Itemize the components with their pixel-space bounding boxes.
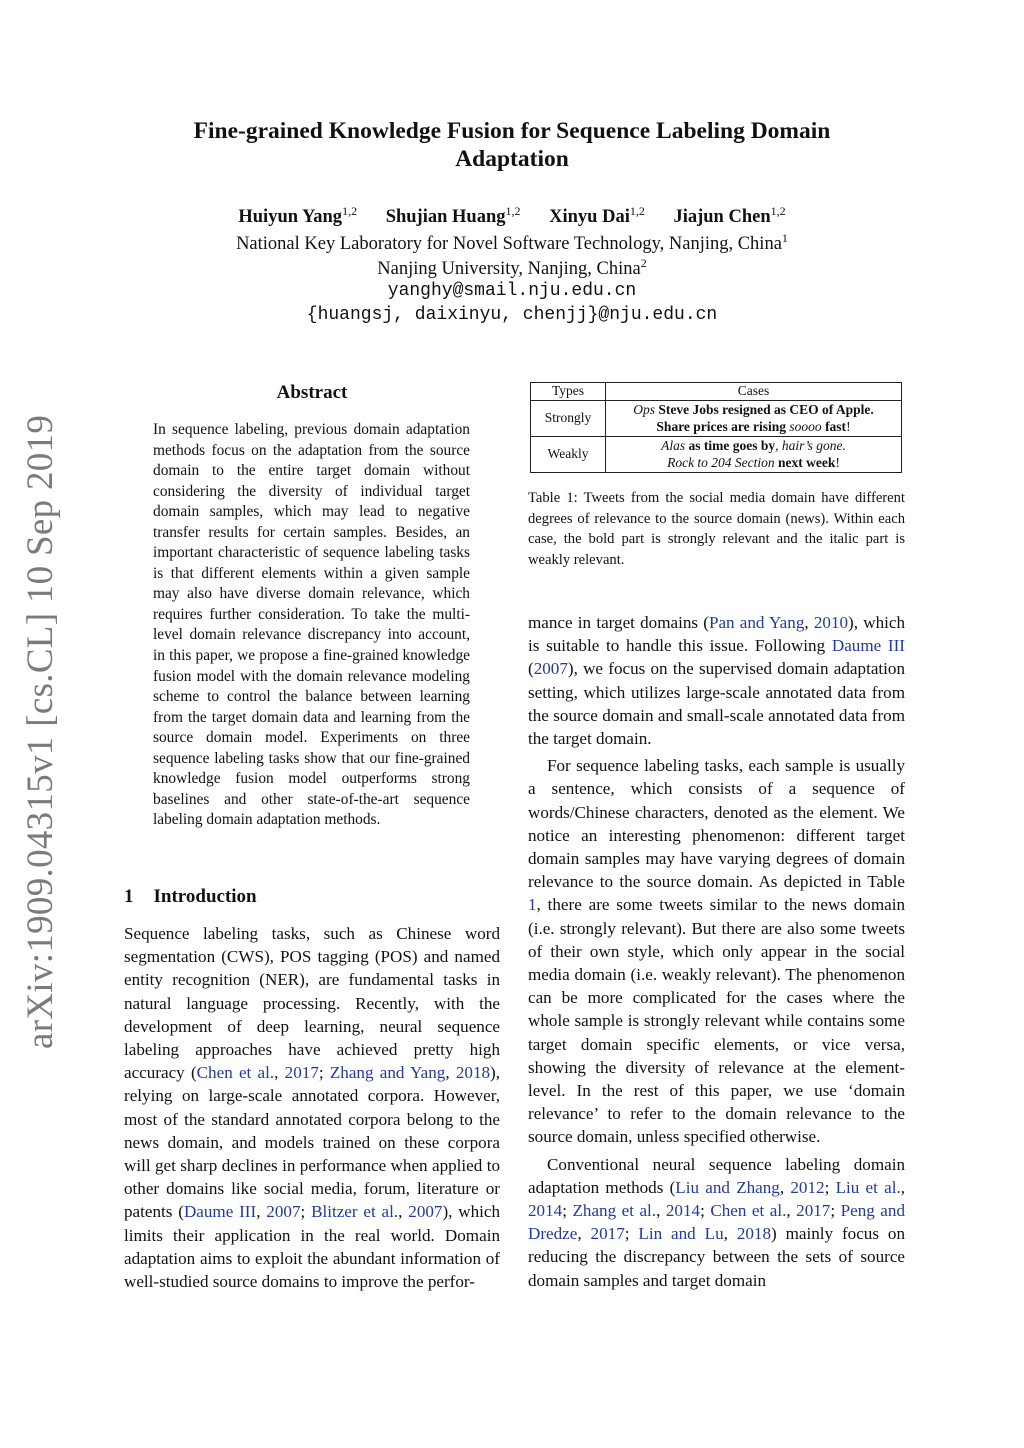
citation-link[interactable]: 2007 bbox=[408, 1202, 443, 1222]
author-1 bbox=[238, 204, 358, 228]
intro-paragraph-continued bbox=[528, 611, 905, 750]
section-title: Introduction bbox=[153, 886, 257, 907]
text: ), which is suitable to handle this issue. Following bbox=[528, 613, 905, 656]
text: , bbox=[900, 1177, 905, 1197]
citation-link[interactable]: Zhang et al. bbox=[572, 1201, 657, 1221]
arxiv-stamp: arXiv:1909.04315v1 [cs.CL] 10 Sep 2019 bbox=[20, 414, 61, 1049]
abstract-body: In sequence labeling, previous domain adaptation methods focus on the adaptation from the source domain to the entire target domain without considering the diversity of individual target domain samples, which may lead to negative transfer results for certain samples. Besides, an important characteristic of sequence labeling tasks is that different elements within a given sample may also have diverse domain relevance, which requires further consideration. To take the multi-level domain relevance discrepancy into account, in this paper, we propose a fine-grained knowledge fusion model with the domain relevance modeling scheme to control the balance between learning from the target domain data and learning from the source domain model. Experiments on three sequence labeling tasks show that our fine-grained knowledge fusion model outperforms strong baselines and other state-of-the-art sequence labeling domain adaptation methods. bbox=[153, 421, 470, 829]
author-sup: 1,2 bbox=[505, 204, 521, 218]
text: , there are some tweets similar to the news domain (i.e. strongly relevant). But there are also some tweets of their own style, which only appear in the social media domain (i.e. weakly relevant). The phenomenon can be more complicated for the cases where the whole sample is strongly relevant while contains some target domain specific elements, or vice versa, showing the diversity of relevance at the element-level. In the rest of this paper, we use ‘domain relevance’ to refer to the domain relevance to the source domain, unless specified otherwise. bbox=[528, 895, 905, 1147]
affiliation-1 bbox=[120, 231, 904, 255]
text: , bbox=[786, 1201, 797, 1221]
text: , bbox=[723, 1224, 737, 1244]
italic-text: Rock to 204 Section bbox=[667, 454, 775, 470]
citation-link[interactable]: 2014 bbox=[665, 1201, 701, 1221]
author-2 bbox=[385, 204, 521, 228]
author-sup: 1,2 bbox=[629, 204, 645, 218]
section-number: 1 bbox=[124, 886, 134, 907]
table-header-row bbox=[531, 383, 902, 401]
text: , bbox=[445, 1063, 456, 1083]
affiliation-2 bbox=[120, 256, 904, 280]
citation-link[interactable]: 2014 bbox=[528, 1201, 563, 1221]
author-name: Huiyun Yang bbox=[238, 207, 343, 228]
citation-link[interactable]: 2017 bbox=[284, 1063, 319, 1083]
citation-link[interactable]: Lin and Lu bbox=[638, 1224, 724, 1244]
citation-link[interactable]: 2007 bbox=[533, 659, 568, 679]
table-row-weakly bbox=[531, 437, 902, 473]
case-line bbox=[610, 438, 897, 455]
bold-text: Steve Jobs resigned as CEO of Apple. bbox=[654, 402, 874, 417]
citation-link[interactable]: Chen et al. bbox=[710, 1201, 787, 1221]
paper-title bbox=[130, 117, 894, 173]
author-4 bbox=[673, 204, 786, 228]
email-2: {huangsj, daixinyu, chenjj}@nju.edu.cn bbox=[306, 305, 718, 325]
table-row-strongly bbox=[531, 401, 902, 437]
bold-text: fast bbox=[821, 418, 847, 434]
citation-link[interactable]: Liu et al. bbox=[835, 1177, 901, 1197]
text: ), we focus on the supervised domain adaptation setting, which utilizes large-scale annotated data from the source domain and small-scale annotated data from the target domain. bbox=[528, 659, 905, 749]
title-line-1: Fine-grained Knowledge Fusion for Sequence Labeling Domain bbox=[193, 118, 831, 144]
table-cell-type: Strongly bbox=[531, 401, 606, 437]
text: ), which limits their application in the real world. Domain adaptation aims to exploit the abundant information of well-studied source domains to improve the perfor- bbox=[124, 1202, 501, 1292]
italic-text: soooo bbox=[789, 418, 822, 434]
bold-text: next week bbox=[774, 454, 836, 470]
citation-link[interactable]: Zhang and Yang bbox=[329, 1063, 446, 1083]
intro-paragraph-3 bbox=[528, 1153, 905, 1292]
text: Conventional neural sequence labeling domain adaptation methods ( bbox=[528, 1154, 905, 1197]
text: Sequence labeling tasks, such as Chinese word segmentation (CWS), POS tagging (POS) and named entity recognition (NER), are fundamental tasks in natural language processing. Recently, with the development of deep learning, neural sequence labeling approaches have achieved pretty high accuracy ( bbox=[124, 924, 500, 1083]
italic-text: , hair’s gone. bbox=[775, 438, 846, 453]
intro-left-column bbox=[124, 922, 500, 1293]
citation-link[interactable]: 2012 bbox=[790, 1177, 825, 1197]
citation-link[interactable]: Peng and Dredze bbox=[528, 1201, 905, 1244]
citation-link[interactable]: Daume III bbox=[831, 636, 905, 656]
title-line-2: Adaptation bbox=[455, 146, 569, 172]
citation-link[interactable]: Liu and Zhang bbox=[675, 1177, 780, 1197]
text: ; bbox=[318, 1063, 330, 1083]
intro-right-column bbox=[528, 611, 905, 1292]
table-cell-cases bbox=[606, 437, 902, 473]
author-sup: 1,2 bbox=[342, 204, 358, 218]
author-name: Shujian Huang bbox=[385, 207, 506, 228]
case-line bbox=[610, 455, 897, 472]
text: ; bbox=[700, 1201, 711, 1221]
case-line bbox=[610, 402, 897, 419]
text: ; bbox=[562, 1201, 573, 1221]
text: ), relying on large-scale annotated corpora. However, most of the standard annotated corpora belong to the news domain, and models trained on these corpora will get sharp declines in performance when applied to other domains like social media, forum, literature or patents ( bbox=[124, 1063, 501, 1222]
author-sup: 1,2 bbox=[770, 204, 786, 218]
table-header-cases: Cases bbox=[606, 383, 902, 401]
italic-text: Ops bbox=[633, 402, 655, 417]
affiliation-sup: 2 bbox=[640, 256, 647, 270]
affiliation-sup: 1 bbox=[781, 231, 788, 245]
author-name: Xinyu Dai bbox=[549, 207, 630, 228]
case-line bbox=[610, 419, 897, 436]
text: , bbox=[779, 1177, 791, 1197]
email-1: yanghy@smail.nju.edu.cn bbox=[387, 281, 637, 301]
affiliation-text: National Key Laboratory for Novel Software Technology, Nanjing, China bbox=[236, 234, 782, 255]
text: ; bbox=[300, 1202, 312, 1222]
text: , bbox=[656, 1201, 666, 1221]
italic-text: Alas bbox=[661, 438, 686, 453]
citation-link[interactable]: 2017 bbox=[796, 1201, 831, 1221]
affiliation-text: Nanjing University, Nanjing, China bbox=[377, 259, 641, 280]
citation-link[interactable]: 2007 bbox=[266, 1202, 301, 1222]
text: ; bbox=[824, 1177, 836, 1197]
abstract-heading: Abstract bbox=[276, 382, 348, 403]
author-name: Jiajun Chen bbox=[673, 207, 771, 228]
table-cell-type: Weakly bbox=[531, 437, 606, 473]
text: , bbox=[274, 1063, 285, 1083]
text: , bbox=[256, 1202, 267, 1222]
citation-link[interactable]: 2010 bbox=[813, 613, 849, 632]
text: , bbox=[577, 1224, 591, 1244]
bold-text: as time goes by bbox=[685, 438, 776, 453]
table-1 bbox=[530, 382, 902, 473]
author-list bbox=[120, 204, 904, 228]
intro-paragraph-1 bbox=[124, 922, 500, 1293]
bold-text: Share prices are rising bbox=[656, 418, 790, 434]
author-3 bbox=[549, 204, 645, 228]
table-cell-cases bbox=[606, 401, 902, 437]
citation-link[interactable]: Blitzer et al. bbox=[311, 1202, 399, 1222]
text: ) mainly focus on reducing the discrepancy between the sets of source domain samples and target domain bbox=[528, 1224, 906, 1290]
citation-link[interactable]: 2018 bbox=[455, 1063, 491, 1083]
citation-link[interactable]: Pan and Yang bbox=[708, 613, 805, 632]
text: ( bbox=[528, 659, 534, 679]
text: , bbox=[804, 613, 814, 632]
citation-link[interactable]: Chen et al. bbox=[196, 1063, 275, 1083]
citation-link[interactable]: 2017 bbox=[590, 1224, 625, 1244]
table-1-caption: Table 1: Tweets from the social media domain have different degrees of relevance to the source domain (news). Within each case, the bold part is strongly relevant and the italic part is weakly relevant. bbox=[528, 490, 905, 568]
text: mance in target domains ( bbox=[528, 613, 709, 632]
citation-link[interactable]: 2018 bbox=[736, 1224, 771, 1244]
table-reference-link[interactable]: 1 bbox=[528, 895, 537, 915]
section-heading-introduction bbox=[124, 886, 257, 908]
text: ! bbox=[846, 418, 851, 434]
text: , bbox=[398, 1202, 409, 1222]
intro-paragraph-2 bbox=[528, 754, 905, 1148]
table-header-types: Types bbox=[531, 383, 606, 401]
citation-link[interactable]: Daume III bbox=[183, 1202, 257, 1222]
text: ; bbox=[624, 1224, 639, 1244]
text: For sequence labeling tasks, each sample is usually a sentence, which consists of a sequence of words/Chinese characters, denoted as the element. We notice an interesting phenomenon: different target domain samples may have varying degrees of domain relevance to the source domain. As depicted in Table bbox=[528, 756, 905, 892]
text: ! bbox=[835, 454, 840, 470]
text: ; bbox=[830, 1201, 841, 1221]
